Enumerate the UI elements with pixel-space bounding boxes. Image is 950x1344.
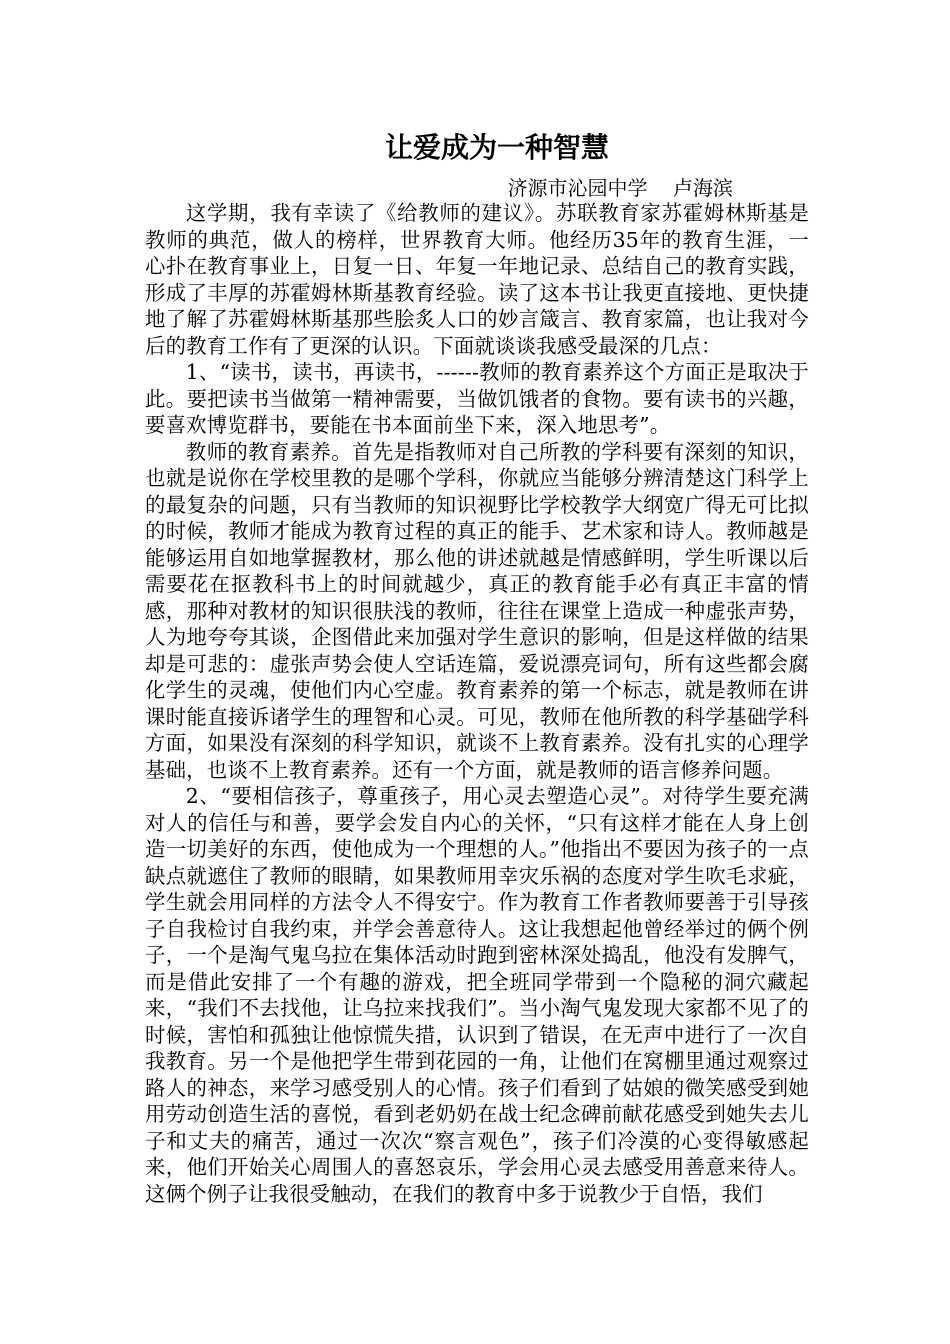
paragraph-point-1: 1、“读书，读书，再读书，------教师的教育素养这个方面正是取决于此。要把读书当做第一精神需要，当做饥饿者的食物。要有读书的兴趣，要喜欢博览群书，要能在书本面前坐下来，深入地思考”。	[145, 360, 809, 437]
paragraph-teacher-literacy: 教师的教育素养。首先是指教师对自己所教的学科要有深刻的知识，也就是说你在学校里教的是哪个学科，你就应当能够分辨清楚这门科学上的最复杂的问题，只有当教师的知识视野比学校教学大纲宽广得无可比拟的时候，教师才能成为教育过程的真正的能手、艺术家和诗人。教师越是能够运用自如地掌握教材，那么他的讲述就越是情感鲜明，学生听课以后需要花在抠教科书上的时间就越少，真正的教育能手必有真正丰富的情感，那种对教材的知识很肤浅的教师，往往在课堂上造成一种虚张声势，人为地夸夸其谈，企图借此来加强对学生意识的影响，但是这样做的结果却是可悲的：虚张声势会使人空话连篇，爱说漂亮词句，所有这些都会腐化学生的灵魂，使他们内心空虚。教育素养的第一个标志，就是教师在讲课时能直接诉诸学生的理智和心灵。可见，教师在他所教的科学基础学科方面，如果没有深刻的科学知识，就谈不上教育素养。没有扎实的心理学基础，也谈不上教育素养。还有一个方面，就是教师的语言修养问题。	[145, 439, 809, 782]
document-title: 让爱成为一种智慧	[384, 131, 609, 164]
document-page	[145, 128, 809, 1207]
author-byline: 济源市沁园中学 卢海滨	[507, 176, 733, 200]
paragraph-point-2: 2、“要相信孩子，尊重孩子，用心灵去塑造心灵”。对待学生要充满对人的信任与和善，要学会发自内心的关怀，“只有这样才能在人身上创造一切美好的东西，使他成为一个理想的人。”他指出不要因为孩子的一点缺点就遮住了教师的眼睛，如果教师用幸灾乐祸的态度对学生吹毛求疵，学生就会用同样的方法令人不得安宁。作为教育工作者教师要善于引导孩子自我检讨自我约束，并学会善意待人。这让我想起他曾经举过的俩个例子，一个是淘气鬼乌拉在集体活动时跑到密林深处捣乱，他没有发脾气，而是借此安排了一个有趣的游戏，把全班同学带到一个隐秘的洞穴藏起来，“我们不去找他，让乌拉来找我们”。当小淘气鬼发现大家都不见了的时候，害怕和孤独让他惊慌失措，认识到了错误，在无声中进行了一次自我教育。另一个是他把学生带到花园的一角，让他们在窝棚里通过观察过路人的神态，来学习感受别人的心情。孩子们看到了姑娘的微笑感受到她用劳动创造生活的喜悦，看到老奶奶在战士纪念碑前献花感受到她失去儿子和丈夫的痛苦，通过一次次“察言观色”，孩子们冷漠的心变得敏感起来，他们开始关心周围人的喜怒哀乐，学会用心灵去感受用善意来待人。这俩个例子让我很受触动，在我们的教育中多于说教少于自悟，我们	[145, 784, 809, 1206]
paragraph-intro: 这学期，我有幸读了《给教师的建议》。苏联教育家苏霍姆林斯基是教师的典范，做人的榜样，世界教育大师。他经历35年的教育生涯，一心扑在教育事业上，日复一日、年复一年地记录、总结自己的教育实践，形成了丰厚的苏霍姆林斯基教育经验。读了这本书让我更直接地、更快捷地了解了苏霍姆林斯基那些脍炙人口的妙言箴言、教育家篇，也让我对今后的教育工作有了更深的认识。下面就谈谈我感受最深的几点：	[145, 201, 809, 358]
